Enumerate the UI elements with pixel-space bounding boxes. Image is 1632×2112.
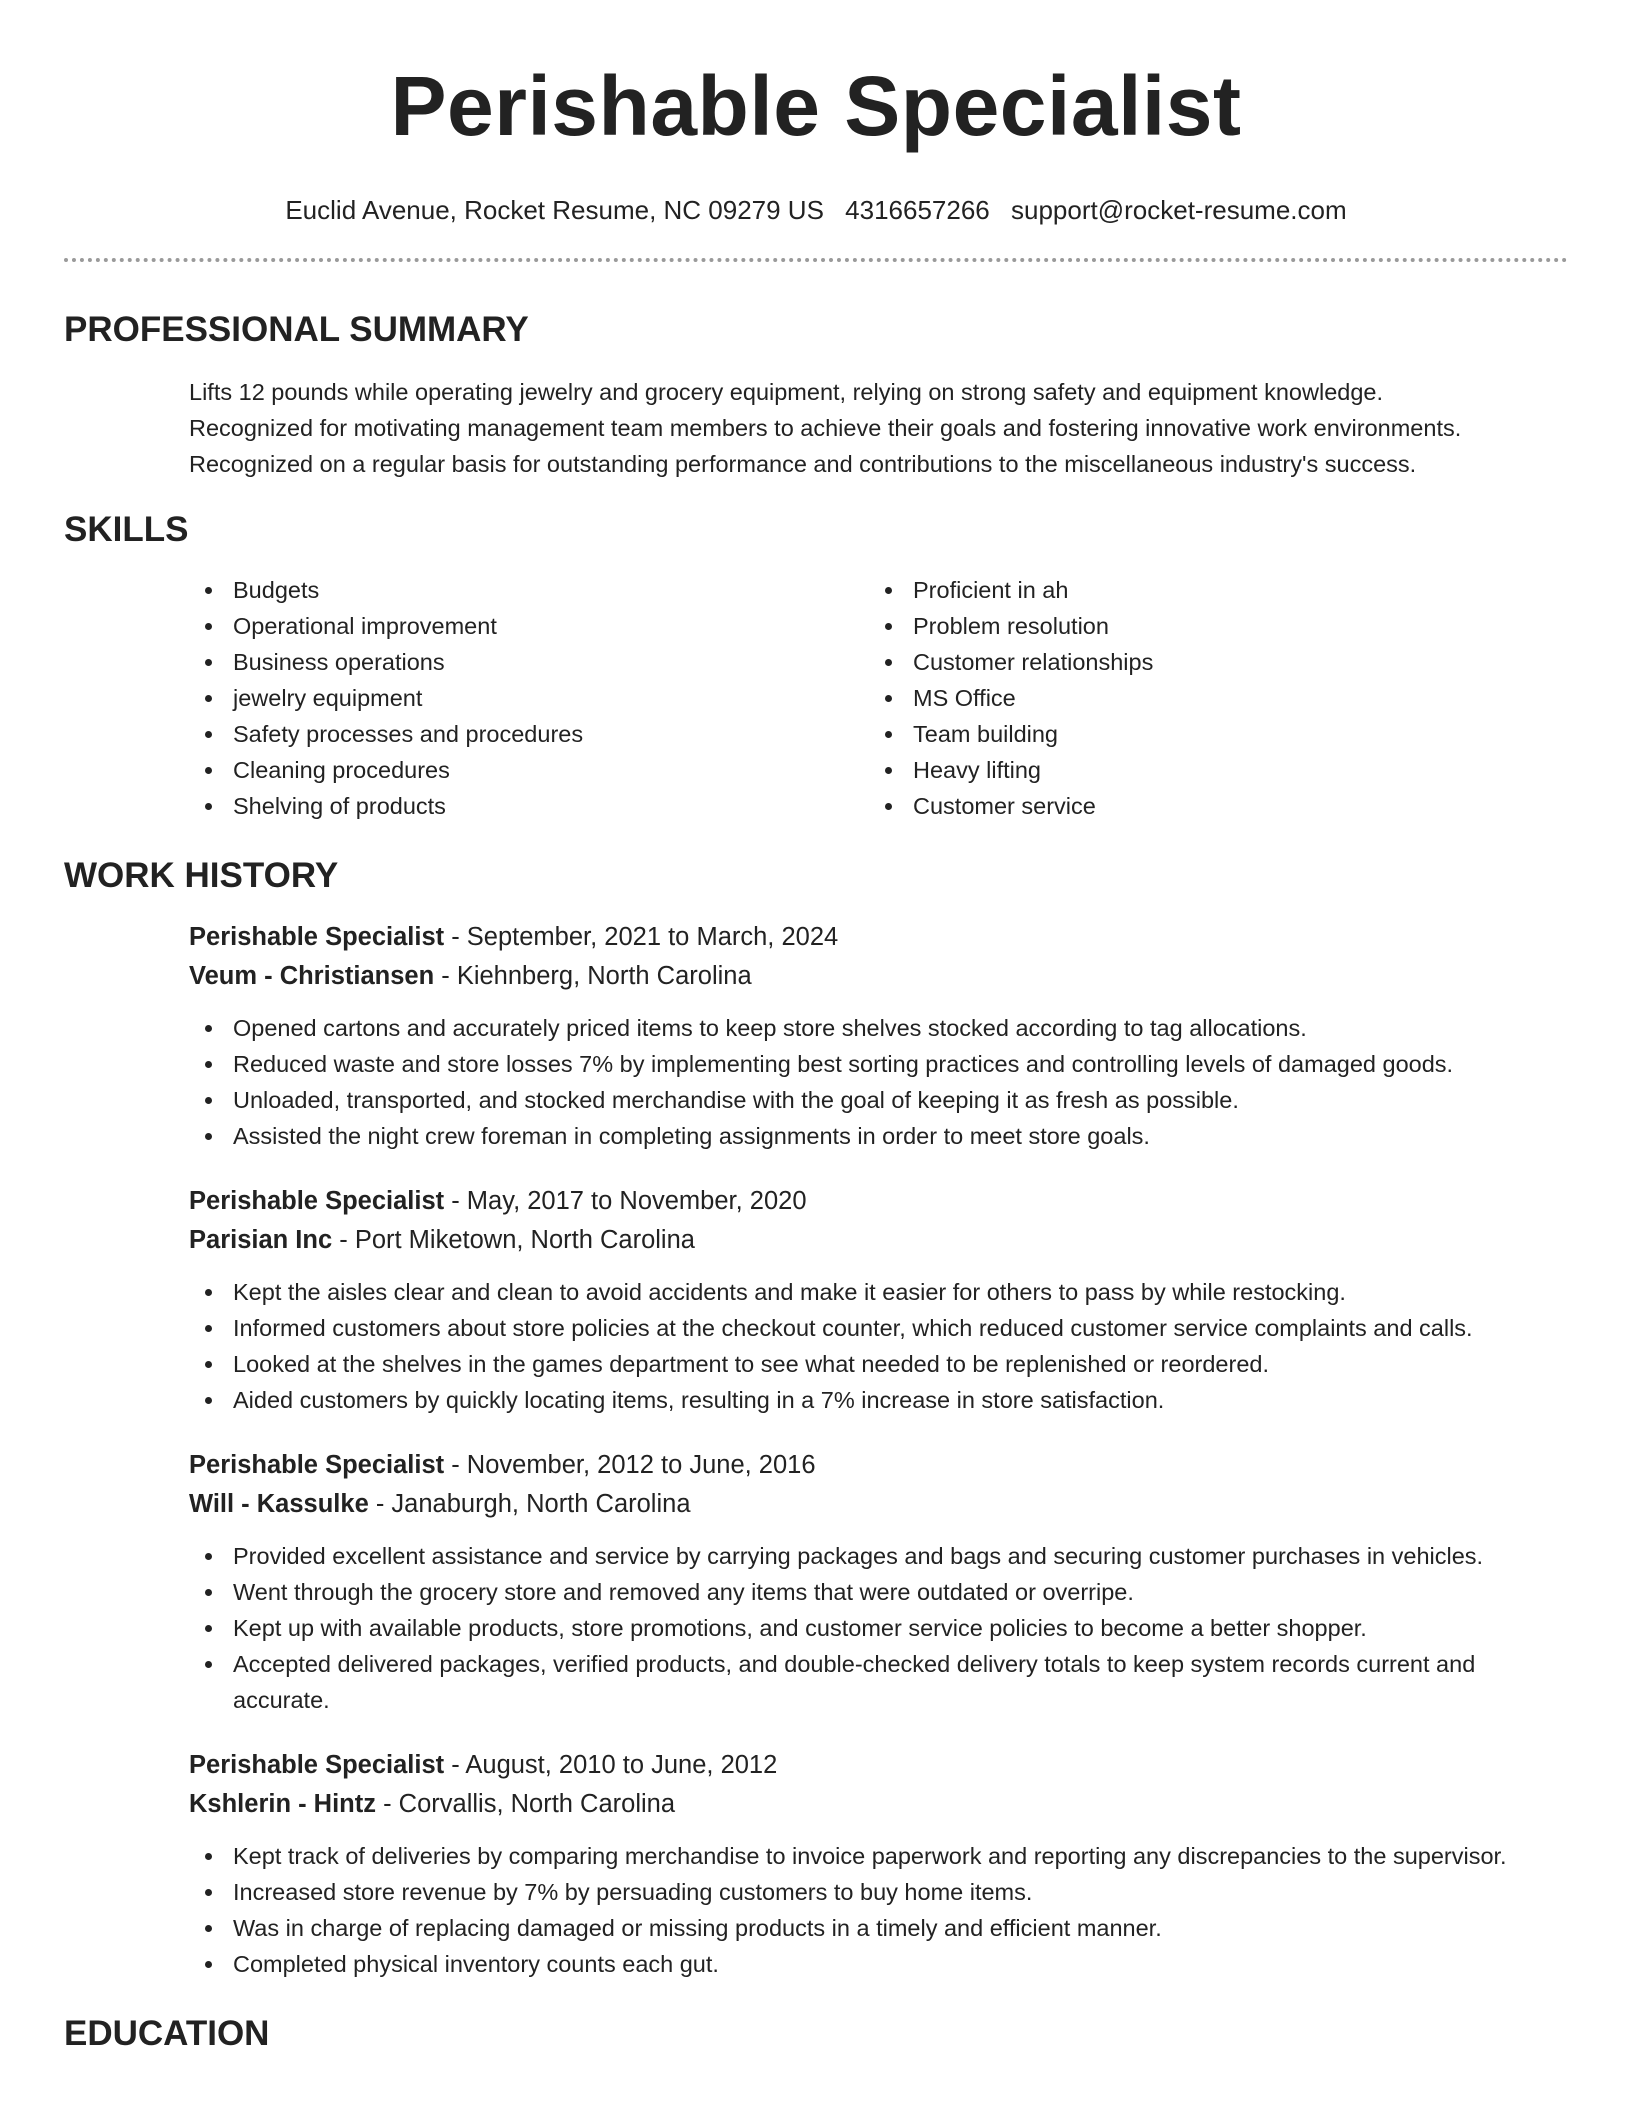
- skill-item: MS Office: [869, 680, 1549, 716]
- job-entry: [64, 918, 1568, 1154]
- job-company: Will - Kassulke: [189, 1490, 369, 1518]
- job-location: - Janaburgh, North Carolina: [368, 1490, 691, 1518]
- job-entry: [64, 1746, 1568, 1982]
- job-dates: - November, 2012 to June, 2016: [444, 1451, 816, 1479]
- job-role: Perishable Specialist: [189, 923, 445, 951]
- summary-line: Lifts 12 pounds while operating jewelry and grocery equipment, relying on strong safety and equipment knowledge.: [189, 379, 1384, 405]
- job-title-line: [189, 1746, 1568, 1784]
- skills-column-left: [189, 572, 869, 824]
- job-company: Kshlerin - Hintz: [189, 1790, 377, 1818]
- job-bullet: Accepted delivered packages, verified products, and double-checked delivery totals to keep system records current and accurate.: [189, 1646, 1568, 1718]
- job-bullet: Provided excellent assistance and service by carrying packages and bags and securing customer purchases in vehicles.: [189, 1538, 1568, 1574]
- education-heading: EDUCATION: [64, 2014, 270, 2053]
- job-company: Parisian Inc: [189, 1226, 333, 1254]
- job-bullet: Kept up with available products, store promotions, and customer service policies to become a better shopper.: [189, 1610, 1568, 1646]
- contact-address: Euclid Avenue, Rocket Resume, NC 09279 US: [285, 195, 824, 225]
- skill-item: Shelving of products: [189, 788, 869, 824]
- job-dates: - August, 2010 to June, 2012: [444, 1751, 778, 1779]
- job-company-line: [189, 1484, 1568, 1524]
- job-bullet: Kept the aisles clear and clean to avoid accidents and make it easier for others to pass by while restocking.: [189, 1274, 1568, 1310]
- skill-item: Customer service: [869, 788, 1549, 824]
- summary-line: Recognized for motivating management team members to achieve their goals and fostering innovative work environments.: [189, 415, 1462, 441]
- skill-item: Operational improvement: [189, 608, 869, 644]
- job-bullet: Opened cartons and accurately priced items to keep store shelves stocked according to tag allocations.: [189, 1010, 1568, 1046]
- job-company-line: [189, 1220, 1568, 1260]
- summary-line: Recognized on a regular basis for outstanding performance and contributions to the miscellaneous industry's success.: [189, 451, 1417, 477]
- skill-item: Cleaning procedures: [189, 752, 869, 788]
- work-history-section: [64, 854, 1568, 1982]
- job-location: - Corvallis, North Carolina: [376, 1790, 676, 1818]
- job-bullet: Aided customers by quickly locating items, resulting in a 7% increase in store satisfaction.: [189, 1382, 1568, 1418]
- job-company-line: [189, 1784, 1568, 1824]
- job-company-line: [189, 956, 1568, 996]
- job-bullet: Increased store revenue by 7% by persuading customers to buy home items.: [189, 1874, 1568, 1910]
- job-bullet: Unloaded, transported, and stocked merchandise with the goal of keeping it as fresh as possible.: [189, 1082, 1568, 1118]
- skills-heading: SKILLS: [64, 510, 189, 549]
- job-role: Perishable Specialist: [189, 1187, 445, 1215]
- job-bullet: Was in charge of replacing damaged or missing products in a timely and efficient manner.: [189, 1910, 1568, 1946]
- summary-heading: PROFESSIONAL SUMMARY: [64, 310, 529, 349]
- summary-text: [64, 374, 1568, 482]
- skills-column-right: [869, 572, 1549, 824]
- job-role: Perishable Specialist: [189, 1751, 445, 1779]
- skills-section: [64, 508, 1568, 824]
- skill-item: Budgets: [189, 572, 869, 608]
- work-history-heading: WORK HISTORY: [64, 856, 339, 895]
- job-bullet: Went through the grocery store and removed any items that were outdated or overripe.: [189, 1574, 1568, 1610]
- contact-phone: 4316657266: [845, 195, 990, 225]
- job-bullet: Kept track of deliveries by comparing merchandise to invoice paperwork and reporting any discrepancies to the supervisor.: [189, 1838, 1568, 1874]
- skill-item: Customer relationships: [869, 644, 1549, 680]
- job-bullets: [189, 1274, 1568, 1418]
- skill-item: jewelry equipment: [189, 680, 869, 716]
- skills-grid: [64, 572, 1568, 824]
- contact-email[interactable]: support@rocket-resume.com: [1011, 195, 1347, 225]
- job-location: - Port Miketown, North Carolina: [332, 1226, 695, 1254]
- job-bullet: Informed customers about store policies at the checkout counter, which reduced customer service complaints and calls.: [189, 1310, 1568, 1346]
- job-entry: [64, 1182, 1568, 1418]
- job-entry: [64, 1446, 1568, 1718]
- skill-item: Safety processes and procedures: [189, 716, 869, 752]
- job-location: - Kiehnberg, North Carolina: [434, 962, 752, 990]
- candidate-name: Perishable Specialist: [390, 59, 1242, 153]
- header-divider: [64, 258, 1568, 262]
- job-bullet: Assisted the night crew foreman in completing assignments in order to meet store goals.: [189, 1118, 1568, 1154]
- skill-item: Proficient in ah: [869, 572, 1549, 608]
- skill-item: Business operations: [189, 644, 869, 680]
- skill-item: Team building: [869, 716, 1549, 752]
- education-section: [64, 2012, 1568, 2056]
- job-company: Veum - Christiansen: [189, 962, 435, 990]
- summary-section: [64, 308, 1568, 482]
- job-dates: - May, 2017 to November, 2020: [444, 1187, 807, 1215]
- job-bullet: Reduced waste and store losses 7% by implementing best sorting practices and controlling levels of damaged goods.: [189, 1046, 1568, 1082]
- job-bullets: [189, 1010, 1568, 1154]
- job-bullets: [189, 1838, 1568, 1982]
- job-bullet: Completed physical inventory counts each gut.: [189, 1946, 1568, 1982]
- job-bullets: [189, 1538, 1568, 1718]
- job-title-line: [189, 918, 1568, 956]
- job-dates: - September, 2021 to March, 2024: [444, 923, 839, 951]
- job-bullet: Looked at the shelves in the games department to see what needed to be replenished or reordered.: [189, 1346, 1568, 1382]
- job-title-line: [189, 1182, 1568, 1220]
- skill-item: Problem resolution: [869, 608, 1549, 644]
- job-role: Perishable Specialist: [189, 1451, 445, 1479]
- job-title-line: [189, 1446, 1568, 1484]
- contact-info: [64, 194, 1568, 226]
- skill-item: Heavy lifting: [869, 752, 1549, 788]
